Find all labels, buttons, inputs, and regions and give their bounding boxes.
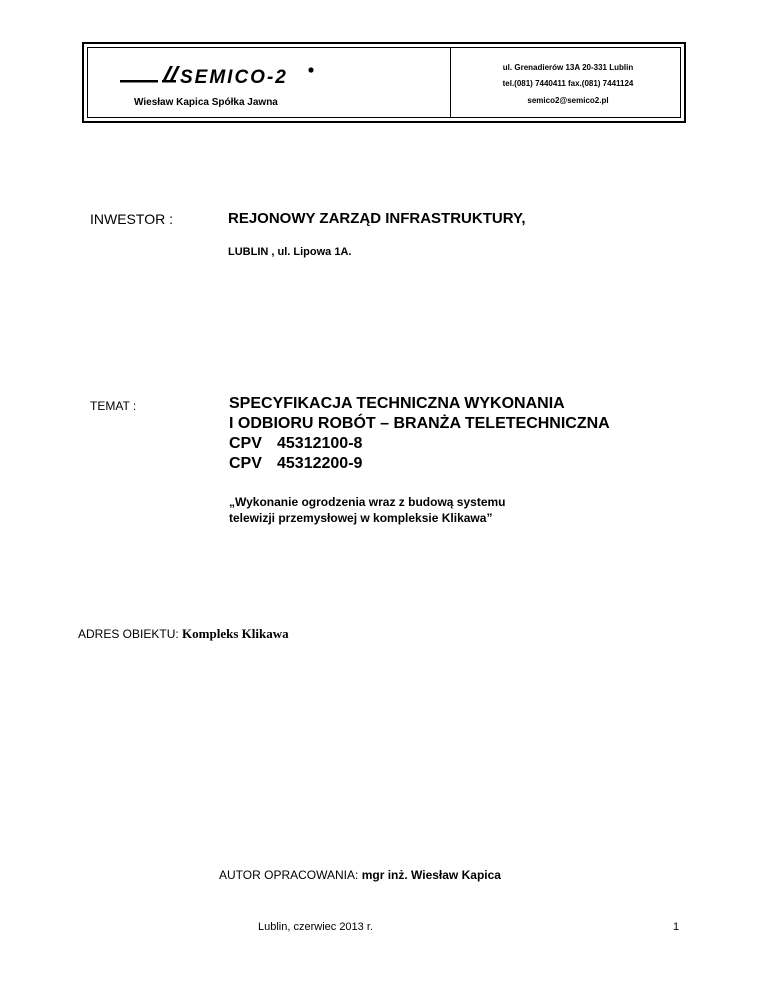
object-address-label: ADRES OBIEKTU: bbox=[78, 627, 183, 641]
project-subject bbox=[229, 494, 506, 526]
cpv-label: CPV bbox=[229, 455, 262, 472]
author-name: mgr inż. Wiesław Kapica bbox=[361, 868, 501, 882]
cpv-code-1-row bbox=[229, 434, 362, 454]
topic-title-line-1: SPECYFIKACJA TECHNICZNA WYKONANIA bbox=[229, 395, 565, 412]
investor-address: LUBLIN , ul. Lipowa 1A. bbox=[228, 246, 352, 258]
object-address-row bbox=[78, 626, 289, 642]
object-address-value: Kompleks Klikawa bbox=[182, 626, 289, 641]
project-subject-line-2: telewizji przemysłowej w kompleksie Klikawa” bbox=[229, 511, 493, 525]
company-address: ul. Grenadierów 13A 20-331 Lublin bbox=[502, 63, 634, 72]
page-number: 1 bbox=[673, 921, 680, 933]
cpv-label: CPV bbox=[229, 435, 262, 452]
investor-name: REJONOWY ZARZĄD INFRASTRUKTURY, bbox=[228, 210, 526, 227]
semico-logo bbox=[118, 62, 318, 90]
author-label: AUTOR OPRACOWANIA: bbox=[219, 868, 362, 882]
project-subject-line-1: „Wykonanie ogrodzenia wraz z budową systemu bbox=[229, 495, 506, 509]
letterhead-inner-frame bbox=[87, 47, 681, 118]
company-name: Wiesław Kapica Spółka Jawna bbox=[134, 97, 278, 108]
cpv-code-2-row bbox=[229, 454, 362, 474]
author-row bbox=[219, 868, 501, 882]
svg-text:SEMICO-2: SEMICO-2 bbox=[180, 67, 288, 88]
cpv-code-1: 45312100-8 bbox=[277, 435, 363, 452]
investor-label: INWESTOR : bbox=[90, 211, 173, 227]
company-phone: tel.(081) 7440411 fax.(081) 7441124 bbox=[502, 79, 634, 88]
letterhead bbox=[82, 42, 686, 123]
footer-place-date: Lublin, czerwiec 2013 r. bbox=[258, 921, 373, 933]
topic-title-line-2: I ODBIORU ROBÓT – BRANŻA TELETECHNICZNA bbox=[229, 415, 610, 432]
cpv-code-2: 45312200-9 bbox=[277, 455, 363, 472]
company-email: semico2@semico2.pl bbox=[527, 96, 609, 105]
topic-label: TEMAT : bbox=[90, 399, 137, 413]
